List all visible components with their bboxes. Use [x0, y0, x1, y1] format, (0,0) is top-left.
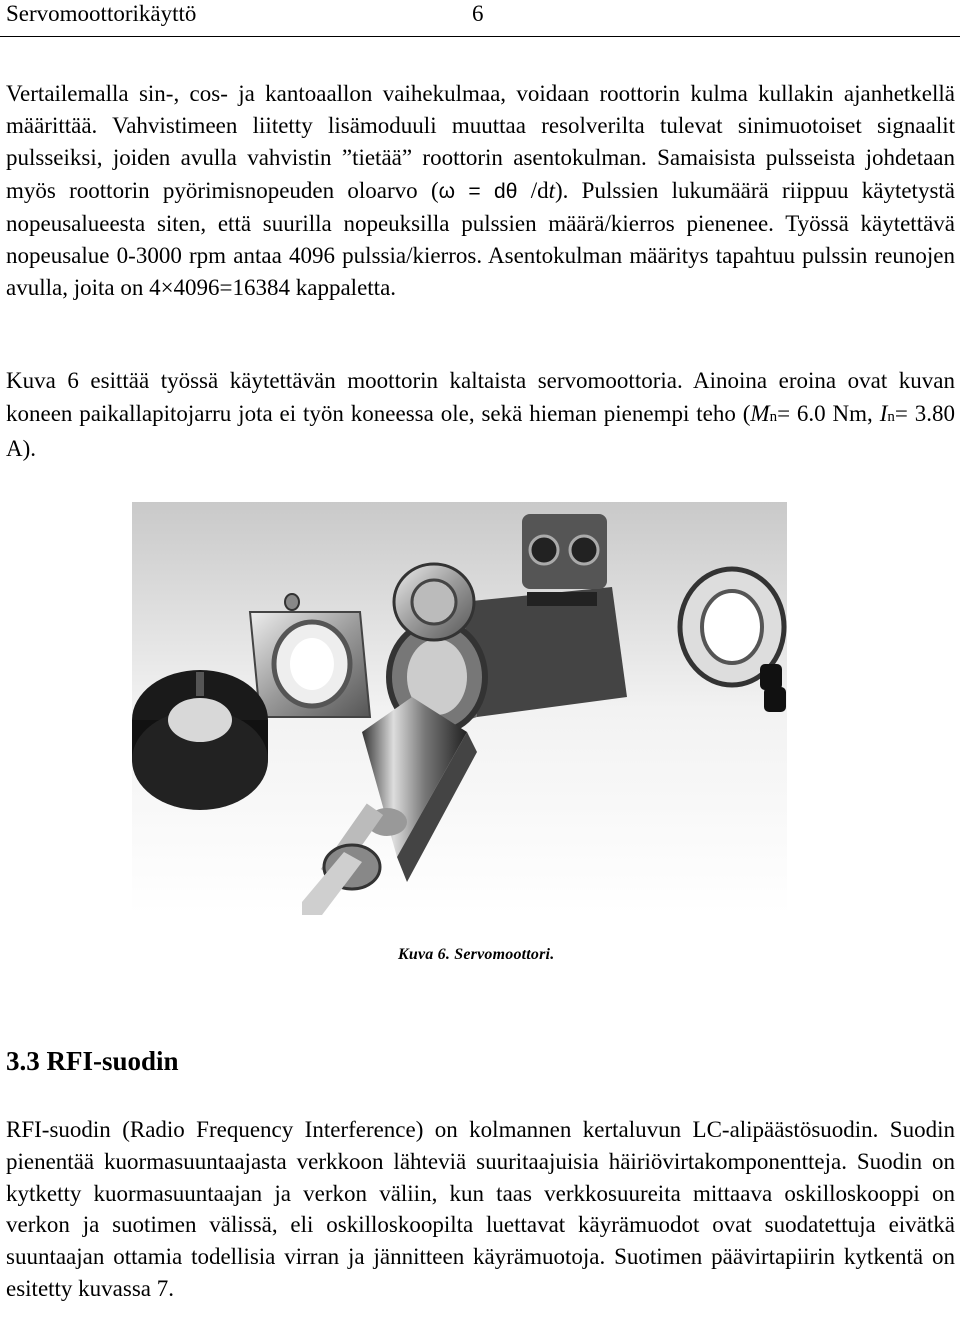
paragraph-rfi: RFI-suodin (Radio Frequency Interference) on kolmannen kertaluvun LC-alipäästösuodin. Suodin pienentää kuormasuuntaajasta verkkoon lähteviä suuritaajuisia häiriövirtakomponentteja. Suodin on kytketty kuormasuuntaajan ja verkon väliin, kun taas verkkosuureita mittaava oskilloskooppi on verkon ja suotimen välissä, eli oskilloskoopilta luettavat käyrämuodot ovat suodatettuja eivätkä suuntaajan ottamia todellisia virran ja jännitteen käyrämuotoja. Suotimen päävirtapiirin kytkentä on esitetty kuvassa 7.: [6, 1117, 955, 1301]
paragraph-text: Vertailemalla sin-, cos- ja kantoaallon vaihekulmaa, voidaan roottorin kulma kullakin ajanhetkellä määrittää. Vahvistimeen liitetty lisämoduuli muuttaa resolverilta tulevat sinimuotoiset signaalit pulsseiksi, joiden avulla vahvistin ”tietää” roottorin asentokulman. Samaisista pulsseista johdetaan myös roottorin pyörimisnopeuden oloarvo (: [6, 81, 955, 203]
equals-d: = d: [455, 179, 506, 203]
current-subscript: n: [887, 408, 895, 425]
paragraph-text: Kuva 6 esittää työssä käytettävän moottorin kaltaista servomoottoria. Ainoina eroina ovat kuvan koneen paikallapitojarru jota ei työn koneessa ole, sekä hieman pienempi teho (: [6, 368, 955, 426]
torque-symbol: M: [750, 400, 770, 426]
page-number: 6: [472, 1, 484, 26]
figure-caption: Kuva 6. Servomoottori.: [398, 946, 555, 963]
slash-d: /d: [517, 177, 549, 203]
theta-symbol: θ: [505, 179, 518, 203]
flange-plate: [250, 612, 370, 717]
servomotor-photo: [132, 502, 787, 915]
current-symbol: I: [879, 400, 888, 426]
t-symbol: t: [548, 177, 555, 203]
paragraph-text-cont: ). Pulssien lukumäärä riippuu käytetystä nopeusalueesta siten, että suurilla nopeuksilla pulssien määrä/kierros pienenee. Työssä käytettävä nopeusalue 0-3000 rpm antaa 4096 pulssia/kierros. Asentokulman määritys tapahtuu pulssin reunojen avulla, joita on 4×4096=16384 kappaletta.: [6, 177, 955, 301]
section-heading: 3.3 RFI-suodin: [6, 1046, 179, 1076]
header-title: Servomoottorikäyttö: [6, 1, 197, 26]
torque-subscript: n: [769, 408, 778, 425]
torque-value: = 6.0 Nm,: [777, 400, 880, 426]
paragraph-resolver: [6, 78, 955, 304]
page-header: [0, 0, 960, 37]
current-value: = 3.80 A).: [6, 400, 955, 461]
paragraph-motor: [6, 365, 955, 466]
brake-ring: [132, 670, 268, 810]
omega-symbol: ω: [438, 179, 456, 203]
